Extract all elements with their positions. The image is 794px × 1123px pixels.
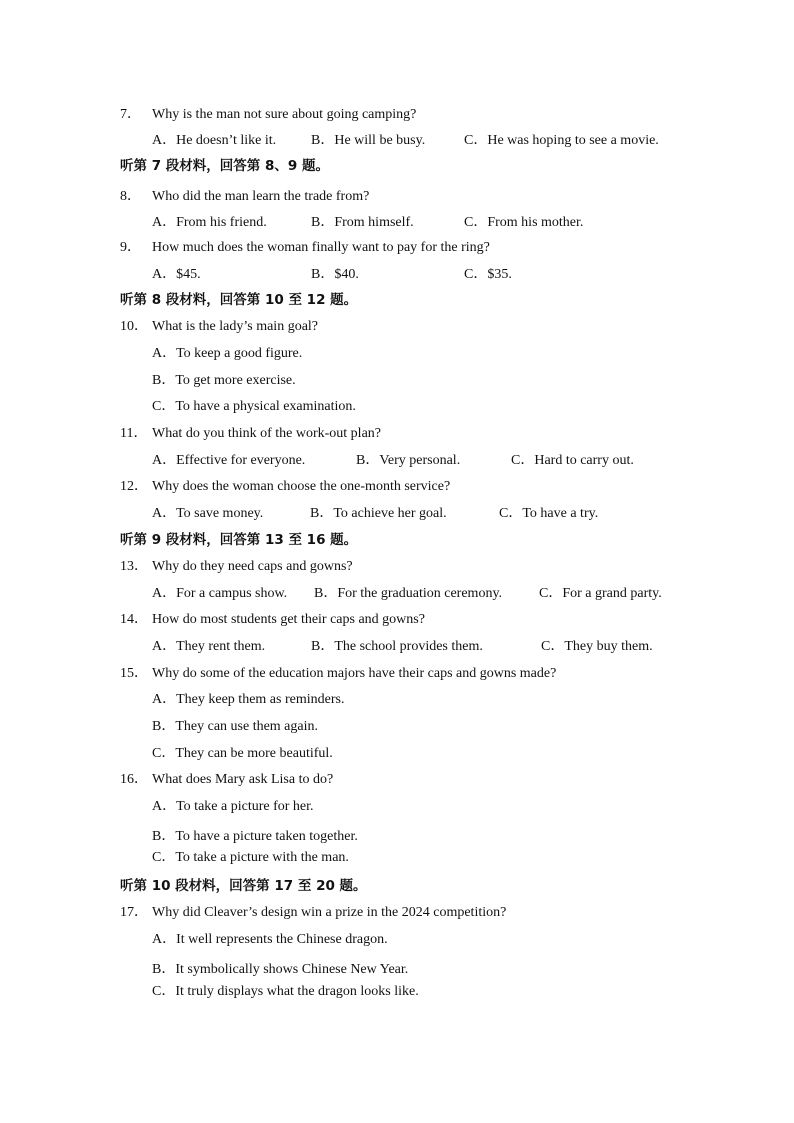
section-header: 听第 10 段材料，回答第 17 至 20 题。 xyxy=(120,878,367,894)
question-text: What do you think of the work-out plan? xyxy=(152,426,382,441)
question-line xyxy=(120,612,425,628)
answer-option: C．He was hoping to see a movie. xyxy=(464,133,659,148)
question-text: How much does the woman finally want to pay for the ring? xyxy=(152,240,490,255)
answer-option: B．From himself. xyxy=(311,215,414,230)
section-header: 听第 8 段材料，回答第 10 至 12 题。 xyxy=(120,292,358,308)
question-number: 17． xyxy=(120,905,148,920)
question-number: 15． xyxy=(120,666,148,681)
question-number: 13． xyxy=(120,559,148,574)
question-line xyxy=(120,905,506,921)
answer-option: A．It well represents the Chinese dragon. xyxy=(152,932,388,947)
question-number: 11． xyxy=(120,426,148,441)
section-header: 听第 9 段材料，回答第 13 至 16 题。 xyxy=(120,532,358,548)
question-text: What does Mary ask Lisa to do? xyxy=(152,772,334,787)
question-line xyxy=(120,107,416,123)
answer-option: B．To have a picture taken together. xyxy=(152,829,358,844)
answer-option: C．Hard to carry out. xyxy=(511,453,634,468)
answer-option: A．They rent them. xyxy=(152,639,266,654)
question-text: Why does the woman choose the one-month service? xyxy=(152,479,451,494)
question-number: 8． xyxy=(120,189,141,204)
question-line xyxy=(120,772,333,788)
question-line xyxy=(120,319,318,335)
question-number: 16． xyxy=(120,772,148,787)
answer-option: C．To take a picture with the man. xyxy=(152,850,349,865)
answer-option: B．They can use them again. xyxy=(152,719,319,734)
question-text: Why did Cleaver’s design win a prize in the 2024 competition? xyxy=(152,905,507,920)
question-line xyxy=(120,666,556,682)
answer-option: B．The school provides them. xyxy=(311,639,483,654)
answer-option: A．For a campus show. xyxy=(152,586,288,601)
section-header: 听第 7 段材料，回答第 8、9 题。 xyxy=(120,158,329,174)
answer-option: A．Effective for everyone. xyxy=(152,453,306,468)
answer-option: C．It truly displays what the dragon looks like. xyxy=(152,984,419,999)
question-number: 12． xyxy=(120,479,148,494)
question-line xyxy=(120,426,381,442)
answer-option: C．To have a try. xyxy=(499,506,599,521)
question-text: How do most students get their caps and gowns? xyxy=(152,612,425,627)
answer-option: B．It symbolically shows Chinese New Year. xyxy=(152,962,409,977)
question-text: Who did the man learn the trade from? xyxy=(152,189,370,204)
question-number: 9． xyxy=(120,240,141,255)
answer-option: B．For the graduation ceremony. xyxy=(314,586,503,601)
answer-option: A．They keep them as reminders. xyxy=(152,692,345,707)
question-text: Why do some of the education majors have their caps and gowns made? xyxy=(152,666,557,681)
answer-option: B．To achieve her goal. xyxy=(310,506,447,521)
answer-option: B．He will be busy. xyxy=(311,133,426,148)
question-line xyxy=(120,240,490,256)
answer-option: C．They can be more beautiful. xyxy=(152,746,333,761)
question-number: 14． xyxy=(120,612,148,627)
question-line xyxy=(120,479,450,495)
answer-option: C．To have a physical examination. xyxy=(152,399,356,414)
question-number: 7． xyxy=(120,107,141,122)
answer-option: A．To take a picture for her. xyxy=(152,799,314,814)
question-line xyxy=(120,559,353,575)
answer-option: C．From his mother. xyxy=(464,215,584,230)
answer-option: C．They buy them. xyxy=(541,639,653,654)
question-text: Why is the man not sure about going camping? xyxy=(152,107,417,122)
question-line xyxy=(120,189,369,205)
answer-option: A．$45. xyxy=(152,267,201,282)
question-number: 10． xyxy=(120,319,148,334)
question-text: Why do they need caps and gowns? xyxy=(152,559,353,574)
answer-option: B．$40. xyxy=(311,267,359,282)
question-text: What is the lady’s main goal? xyxy=(152,319,319,334)
answer-option: B．Very personal. xyxy=(356,453,461,468)
answer-option: A．From his friend. xyxy=(152,215,267,230)
answer-option: A．To keep a good figure. xyxy=(152,346,303,361)
answer-option: A．To save money. xyxy=(152,506,264,521)
answer-option: A．He doesn’t like it. xyxy=(152,133,277,148)
answer-option: C．$35. xyxy=(464,267,512,282)
answer-option: C．For a grand party. xyxy=(539,586,662,601)
answer-option: B．To get more exercise. xyxy=(152,373,296,388)
